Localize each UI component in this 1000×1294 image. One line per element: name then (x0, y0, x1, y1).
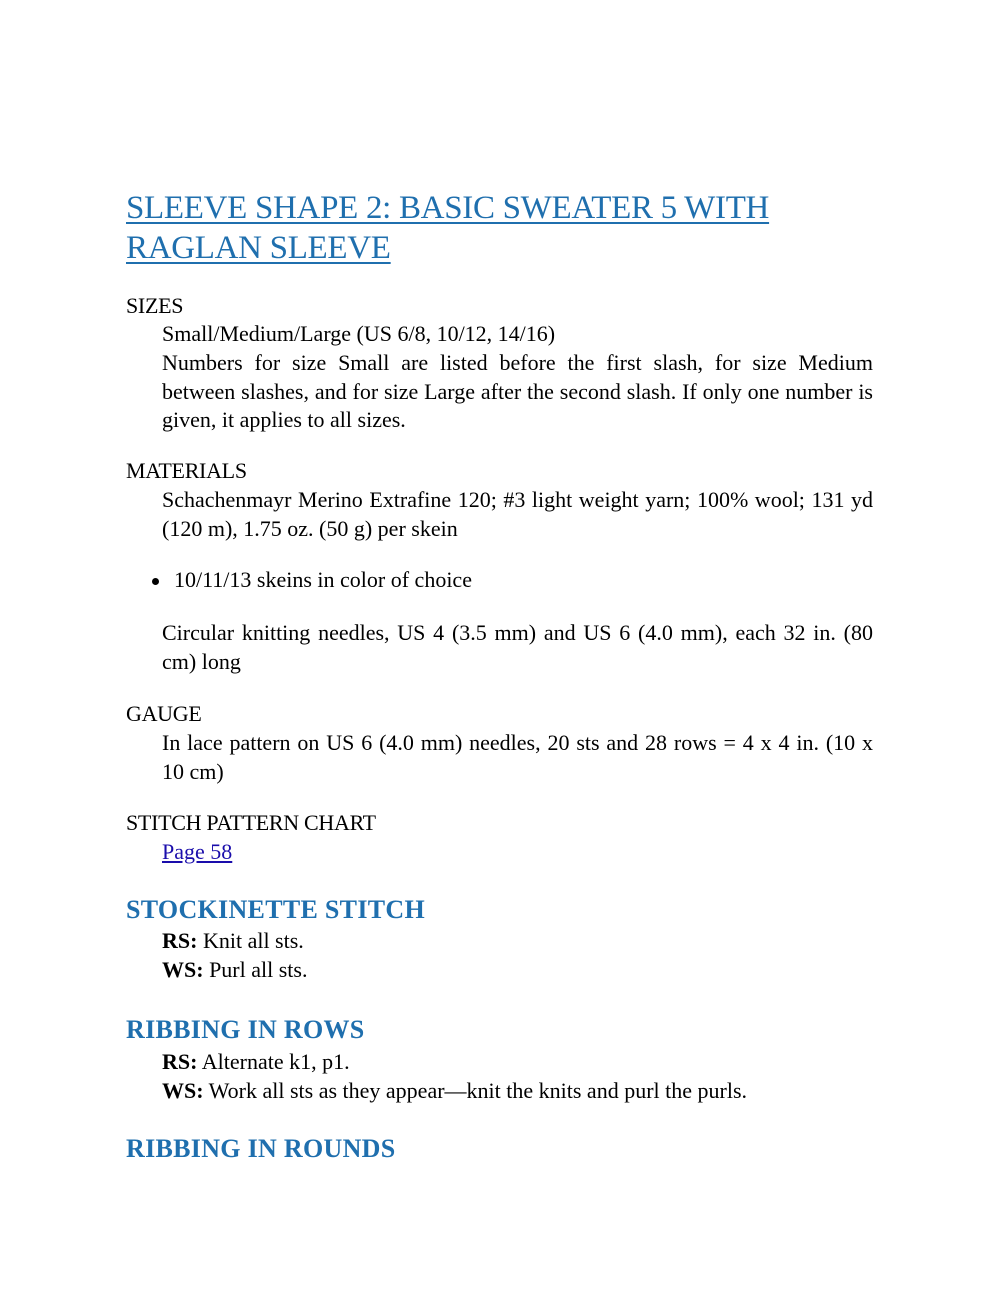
ribbing-rows-heading: RIBBING IN ROWS (126, 1015, 365, 1044)
rs-text: Alternate k1, p1. (197, 1049, 350, 1074)
stockinette-rs-row (162, 926, 304, 955)
rs-label: RS: (162, 1049, 198, 1074)
bullet-icon (152, 578, 159, 585)
gauge-text: In lace pattern on US 6 (4.0 mm) needles, 20 sts and 28 rows = 4 x 4 in. (10 x 10 cm) (162, 730, 873, 784)
materials-needles: Circular knitting needles, US 4 (3.5 mm) and US 6 (4.0 mm), each 32 in. (80 cm) long (162, 620, 873, 674)
materials-yarn: Schachenmayr Merino Extrafine 120; #3 light weight yarn; 100% wool; 131 yd (120 m), 1.75 oz. (50 g) per skein (162, 487, 873, 541)
stitch-chart-label: STITCH PATTERN CHART (126, 810, 376, 835)
ribbing-rows-ws-row (162, 1076, 747, 1105)
stitch-chart-row (162, 837, 232, 866)
ws-text: Work all sts as they appear—knit the knits and purl the purls. (203, 1078, 748, 1103)
rs-label: RS: (162, 928, 198, 953)
sizes-description: Numbers for size Small are listed before the first slash, for size Medium between slashes, and for size Large after the second slash. If only one number is given, it applies to all sizes. (162, 350, 873, 432)
sizes-label: SIZES (126, 293, 184, 318)
materials-label: MATERIALS (126, 458, 247, 483)
skein-count: 10/11/13 skeins in color of choice (174, 567, 472, 592)
rs-text: Knit all sts. (197, 928, 304, 953)
stockinette-heading: STOCKINETTE STITCH (126, 895, 425, 924)
ribbing-rows-rs-row (162, 1047, 350, 1076)
ws-label: WS: (162, 957, 204, 982)
page-title[interactable]: SLEEVE SHAPE 2: BASIC SWEATER 5 WITH RAGLAN SLEEVE (126, 190, 770, 266)
sizes-range: Small/Medium/Large (US 6/8, 10/12, 14/16) (162, 321, 556, 346)
ws-text: Purl all sts. (203, 957, 308, 982)
stitch-chart-link[interactable]: Page 58 (162, 839, 233, 864)
ribbing-rounds-heading: RIBBING IN ROUNDS (126, 1134, 396, 1163)
gauge-label: GAUGE (126, 701, 202, 726)
stockinette-ws-row (162, 955, 307, 984)
ws-label: WS: (162, 1078, 204, 1103)
